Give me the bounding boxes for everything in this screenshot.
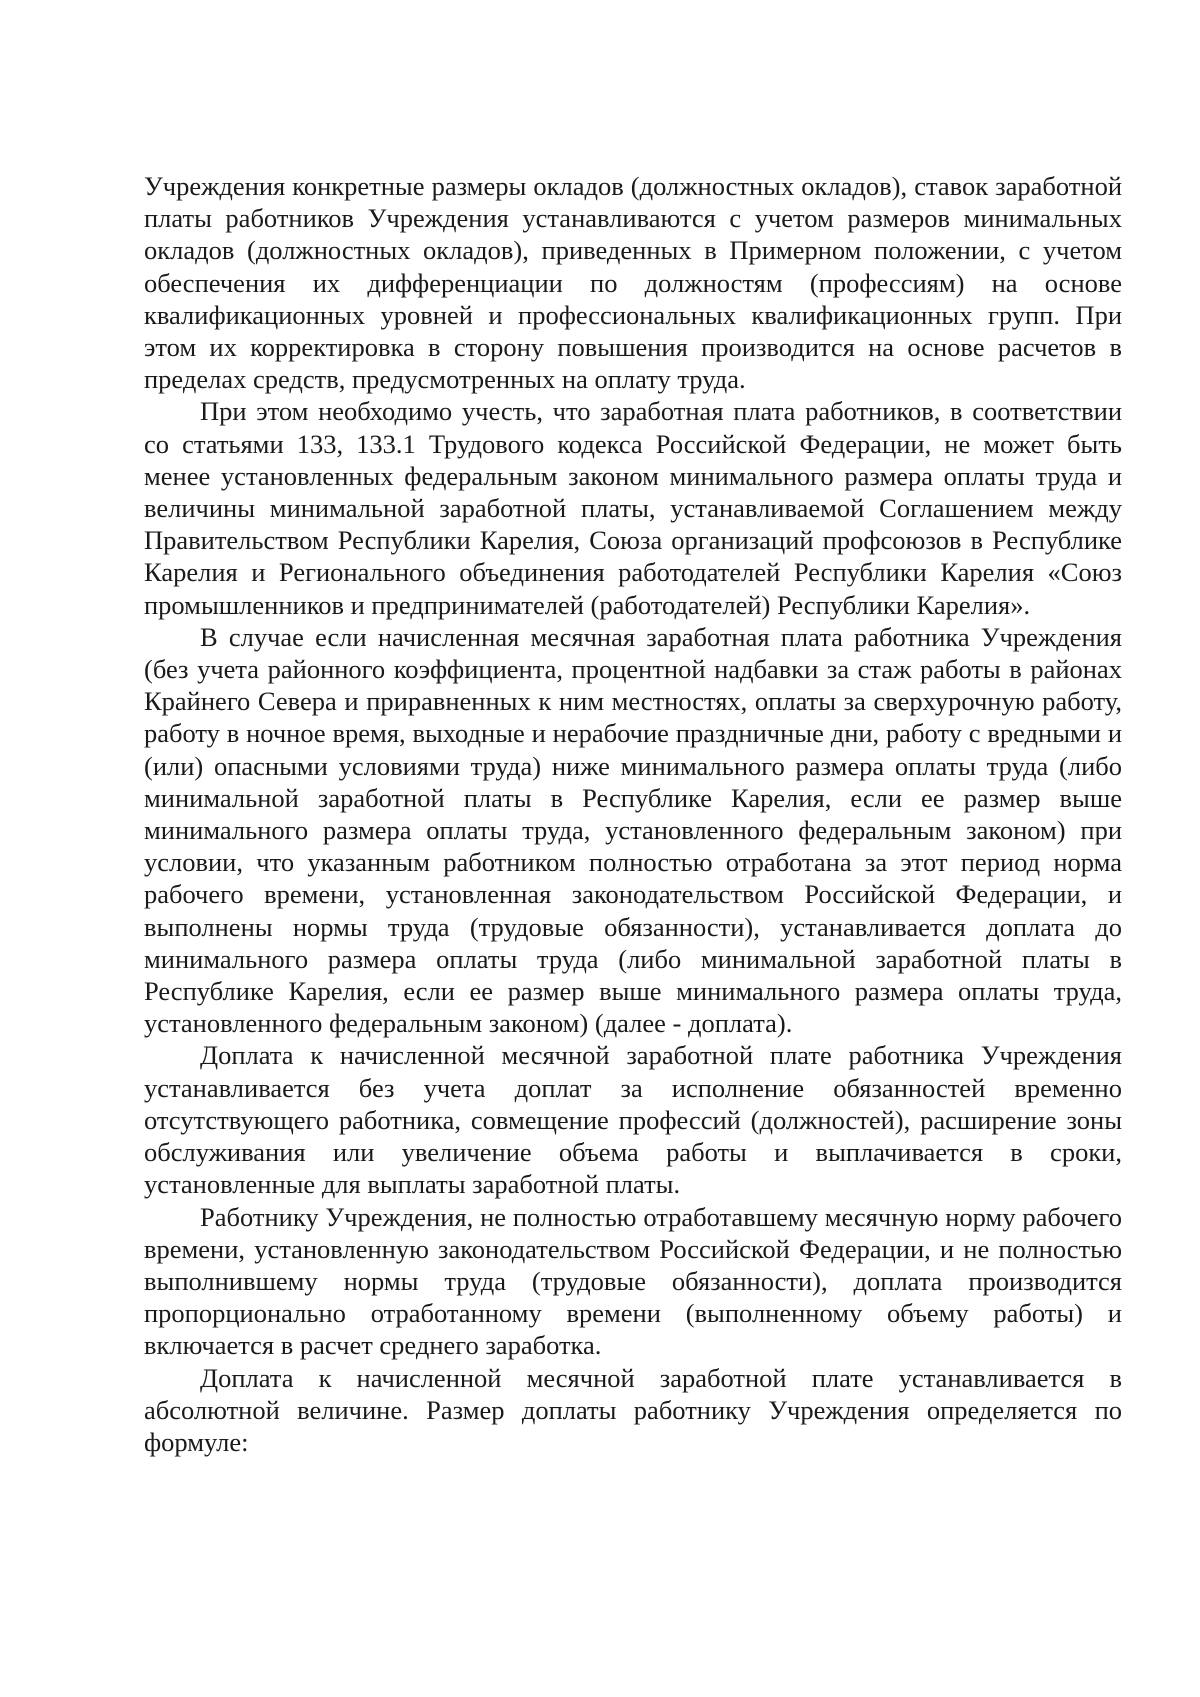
paragraph-formula-intro: Доплата к начисленной месячной заработной плате устанавливается в абсолютной величине. Размер доплаты работнику Учреждения определяется по формуле:: [144, 1362, 1122, 1457]
paragraph-partial-time: Работнику Учреждения, не полностью отработавшему месячную норму рабочего времени, установленную законодательством Российской Федерации, и не полностью выполнившему нормы труда (трудовые обязанности), доплата производится пропорционально отработанному времени (выполненному объему работы) и включается в расчет среднего заработка.: [144, 1201, 1122, 1361]
document-body: [144, 170, 1122, 1458]
paragraph-supplement-condition: В случае если начисленная месячная заработная плата работника Учреждения (без учета районного коэффициента, процентной надбавки за стаж работы в районах Крайнего Севера и приравненных к ним местностях, оплаты за сверхурочную работу, работу в ночное время, выходные и нерабочие праздничные дни, работу с вредными и (или) опасными условиями труда) ниже минимального размера оплаты труда (либо минимальной заработной платы в Республике Карелия, если ее размер выше минимального размера оплаты труда, установленного федеральным законом) при условии, что указанным работником полностью отработана за этот период норма рабочего времени, установленная законодательством Российской Федерации, и выполнены нормы труда (трудовые обязанности), устанавливается доплата до минимального размера оплаты труда (либо минимальной заработной платы в Республике Карелия, если ее размер выше минимального размера оплаты труда, установленного федеральным законом) (далее - доплата).: [144, 621, 1122, 1039]
paragraph-minimum-wage: При этом необходимо учесть, что заработная плата работников, в соответствии со статьями 133, 133.1 Трудового кодекса Российской Федерации, не может быть менее установленных федеральным законом минимального размера оплаты труда и величины минимальной заработной платы, устанавливаемой Соглашением между Правительством Республики Карелия, Союза организаций профсоюзов в Республике Карелия и Регионального объединения работодателей Республики Карелия «Союз промышленников и предпринимателей (работодателей) Республики Карелия».: [144, 396, 1122, 620]
paragraph-supplement-terms: Доплата к начисленной месячной заработной плате работника Учреждения устанавливается без учета доплат за исполнение обязанностей временно отсутствующего работника, совмещение профессий (должностей), расширение зоны обслуживания или увеличение объема работы и выплачивается в сроки, установленные для выплаты заработной платы.: [144, 1040, 1122, 1200]
paragraph-continuation: Учреждения конкретные размеры окладов (должностных окладов), ставок заработной платы работников Учреждения устанавливаются с учетом размеров минимальных окладов (должностных окладов), приведенных в Примерном положении, с учетом обеспечения их дифференциации по должностям (профессиям) на основе квалификационных уровней и профессиональных квалификационных групп. При этом их корректировка в сторону повышения производится на основе расчетов в пределах средств, предусмотренных на оплату труда.: [144, 171, 1122, 395]
